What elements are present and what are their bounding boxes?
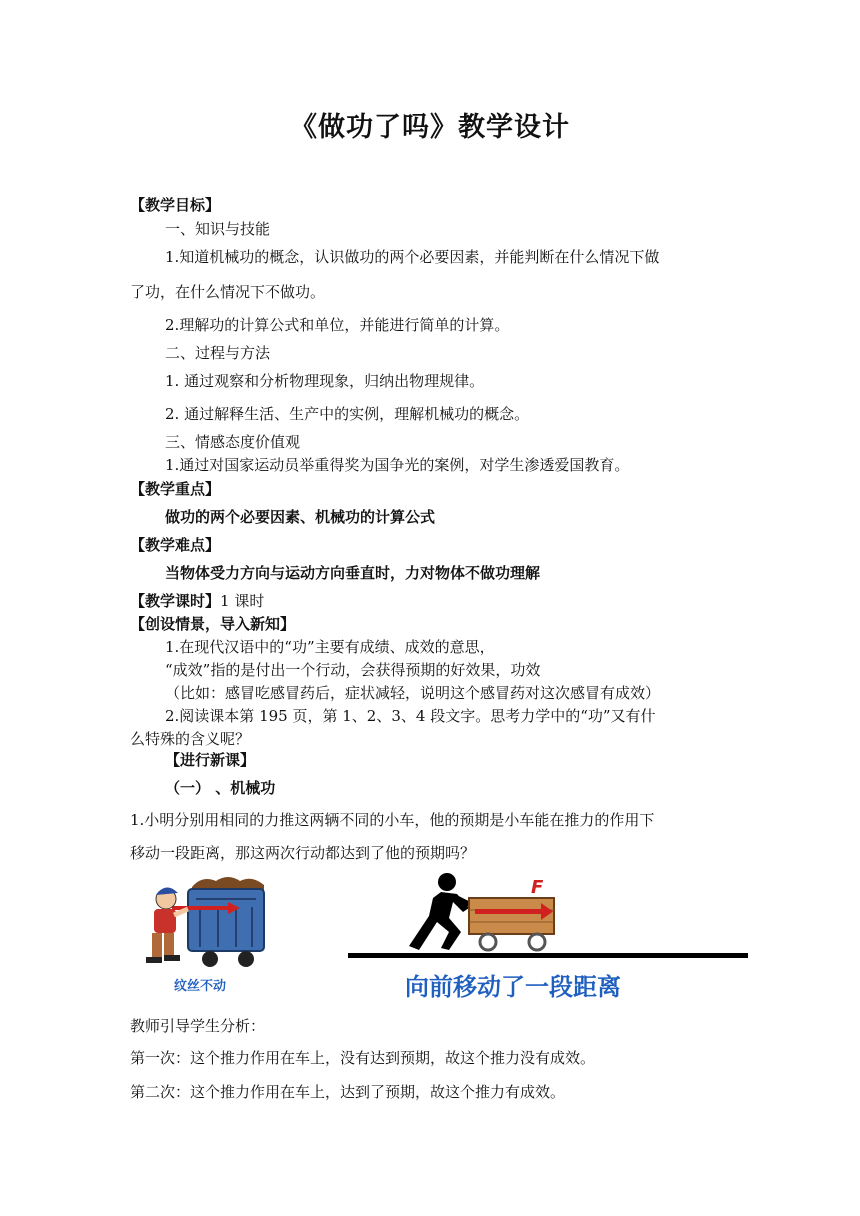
- intro-line-2: “成效”指的是付出一个行动，会获得预期的好效果，功效: [165, 661, 541, 679]
- analysis-line-1: 第一次：这个推力作用在车上，没有达到预期，故这个推力没有成效。: [130, 1049, 596, 1067]
- page-title: 《做功了吗》教学设计: [290, 112, 570, 143]
- stuck-cart-illustration: [130, 873, 270, 975]
- question-1-line-2: 移动一段距离，那这两次行动都达到了他的预期吗？: [130, 844, 476, 862]
- stuck-cart-caption: 纹丝不动: [174, 979, 227, 994]
- intro-line-5: 么特殊的含义呢？: [130, 730, 251, 748]
- difficulty-heading: 【教学难点】: [130, 536, 221, 554]
- key-points-text: 做功的两个必要因素、机械功的计算公式: [165, 508, 436, 526]
- knowledge-item-1-line-2: 了功，在什么情况下不做功。: [130, 283, 326, 301]
- section-1-heading: （一） 、机械功: [165, 779, 276, 797]
- analysis-heading: 教师引导学生分析：: [130, 1017, 266, 1035]
- force-label: F: [531, 877, 544, 898]
- process-item-2: 2. 通过解释生活、生产中的实例，理解机械功的概念。: [165, 405, 530, 423]
- class-hours-value: 1 课时: [220, 592, 265, 610]
- knowledge-skills-heading: 一、知识与技能: [165, 220, 271, 238]
- intro-line-3: （比如：感冒吃感冒药后，症状减轻，说明这个感冒药对这次感冒有成效）: [165, 684, 661, 702]
- question-1-line-1: 1.小明分别用相同的力推这两辆不同的小车，他的预期是小车能在推力的作用下: [130, 811, 655, 829]
- attitude-heading: 三、情感态度价值观: [165, 433, 301, 451]
- difficulty-text: 当物体受力方向与运动方向垂直时，力对物体不做功理解: [165, 564, 541, 582]
- process-item-1: 1. 通过观察和分析物理现象，归纳出物理规律。: [165, 372, 485, 390]
- class-hours-heading: 【教学课时】: [130, 592, 221, 610]
- intro-heading: 【创设情景，导入新知】: [130, 615, 296, 633]
- moving-cart-caption: 向前移动了一段距离: [405, 973, 621, 1001]
- attitude-item-1: 1.通过对国家运动员举重得奖为国争光的案例，对学生渗透爱国教育。: [165, 456, 630, 474]
- new-lesson-heading: 【进行新课】: [165, 751, 256, 769]
- moving-cart-illustration: [345, 870, 750, 965]
- intro-line-4: 2.阅读课本第 195 页，第 1、2、3、4 段文字。思考力学中的“功”又有什: [165, 707, 656, 725]
- key-points-heading: 【教学重点】: [130, 480, 221, 498]
- knowledge-item-2-text: 2.理解功的计算公式和单位，并能进行简单的计算。: [165, 316, 510, 334]
- knowledge-item-1-line-1: 1.知道机械功的概念，认识做功的两个必要因素，并能判断在什么情况下做: [165, 248, 660, 266]
- class-hours-line: [130, 591, 264, 611]
- analysis-line-2: 第二次：这个推力作用在车上，达到了预期，故这个推力有成效。: [130, 1083, 566, 1101]
- teaching-goals-heading: 【教学目标】: [130, 196, 221, 214]
- process-method-heading: 二、过程与方法: [165, 344, 271, 362]
- intro-line-1: 1.在现代汉语中的“功”主要有成绩、成效的意思，: [165, 638, 495, 656]
